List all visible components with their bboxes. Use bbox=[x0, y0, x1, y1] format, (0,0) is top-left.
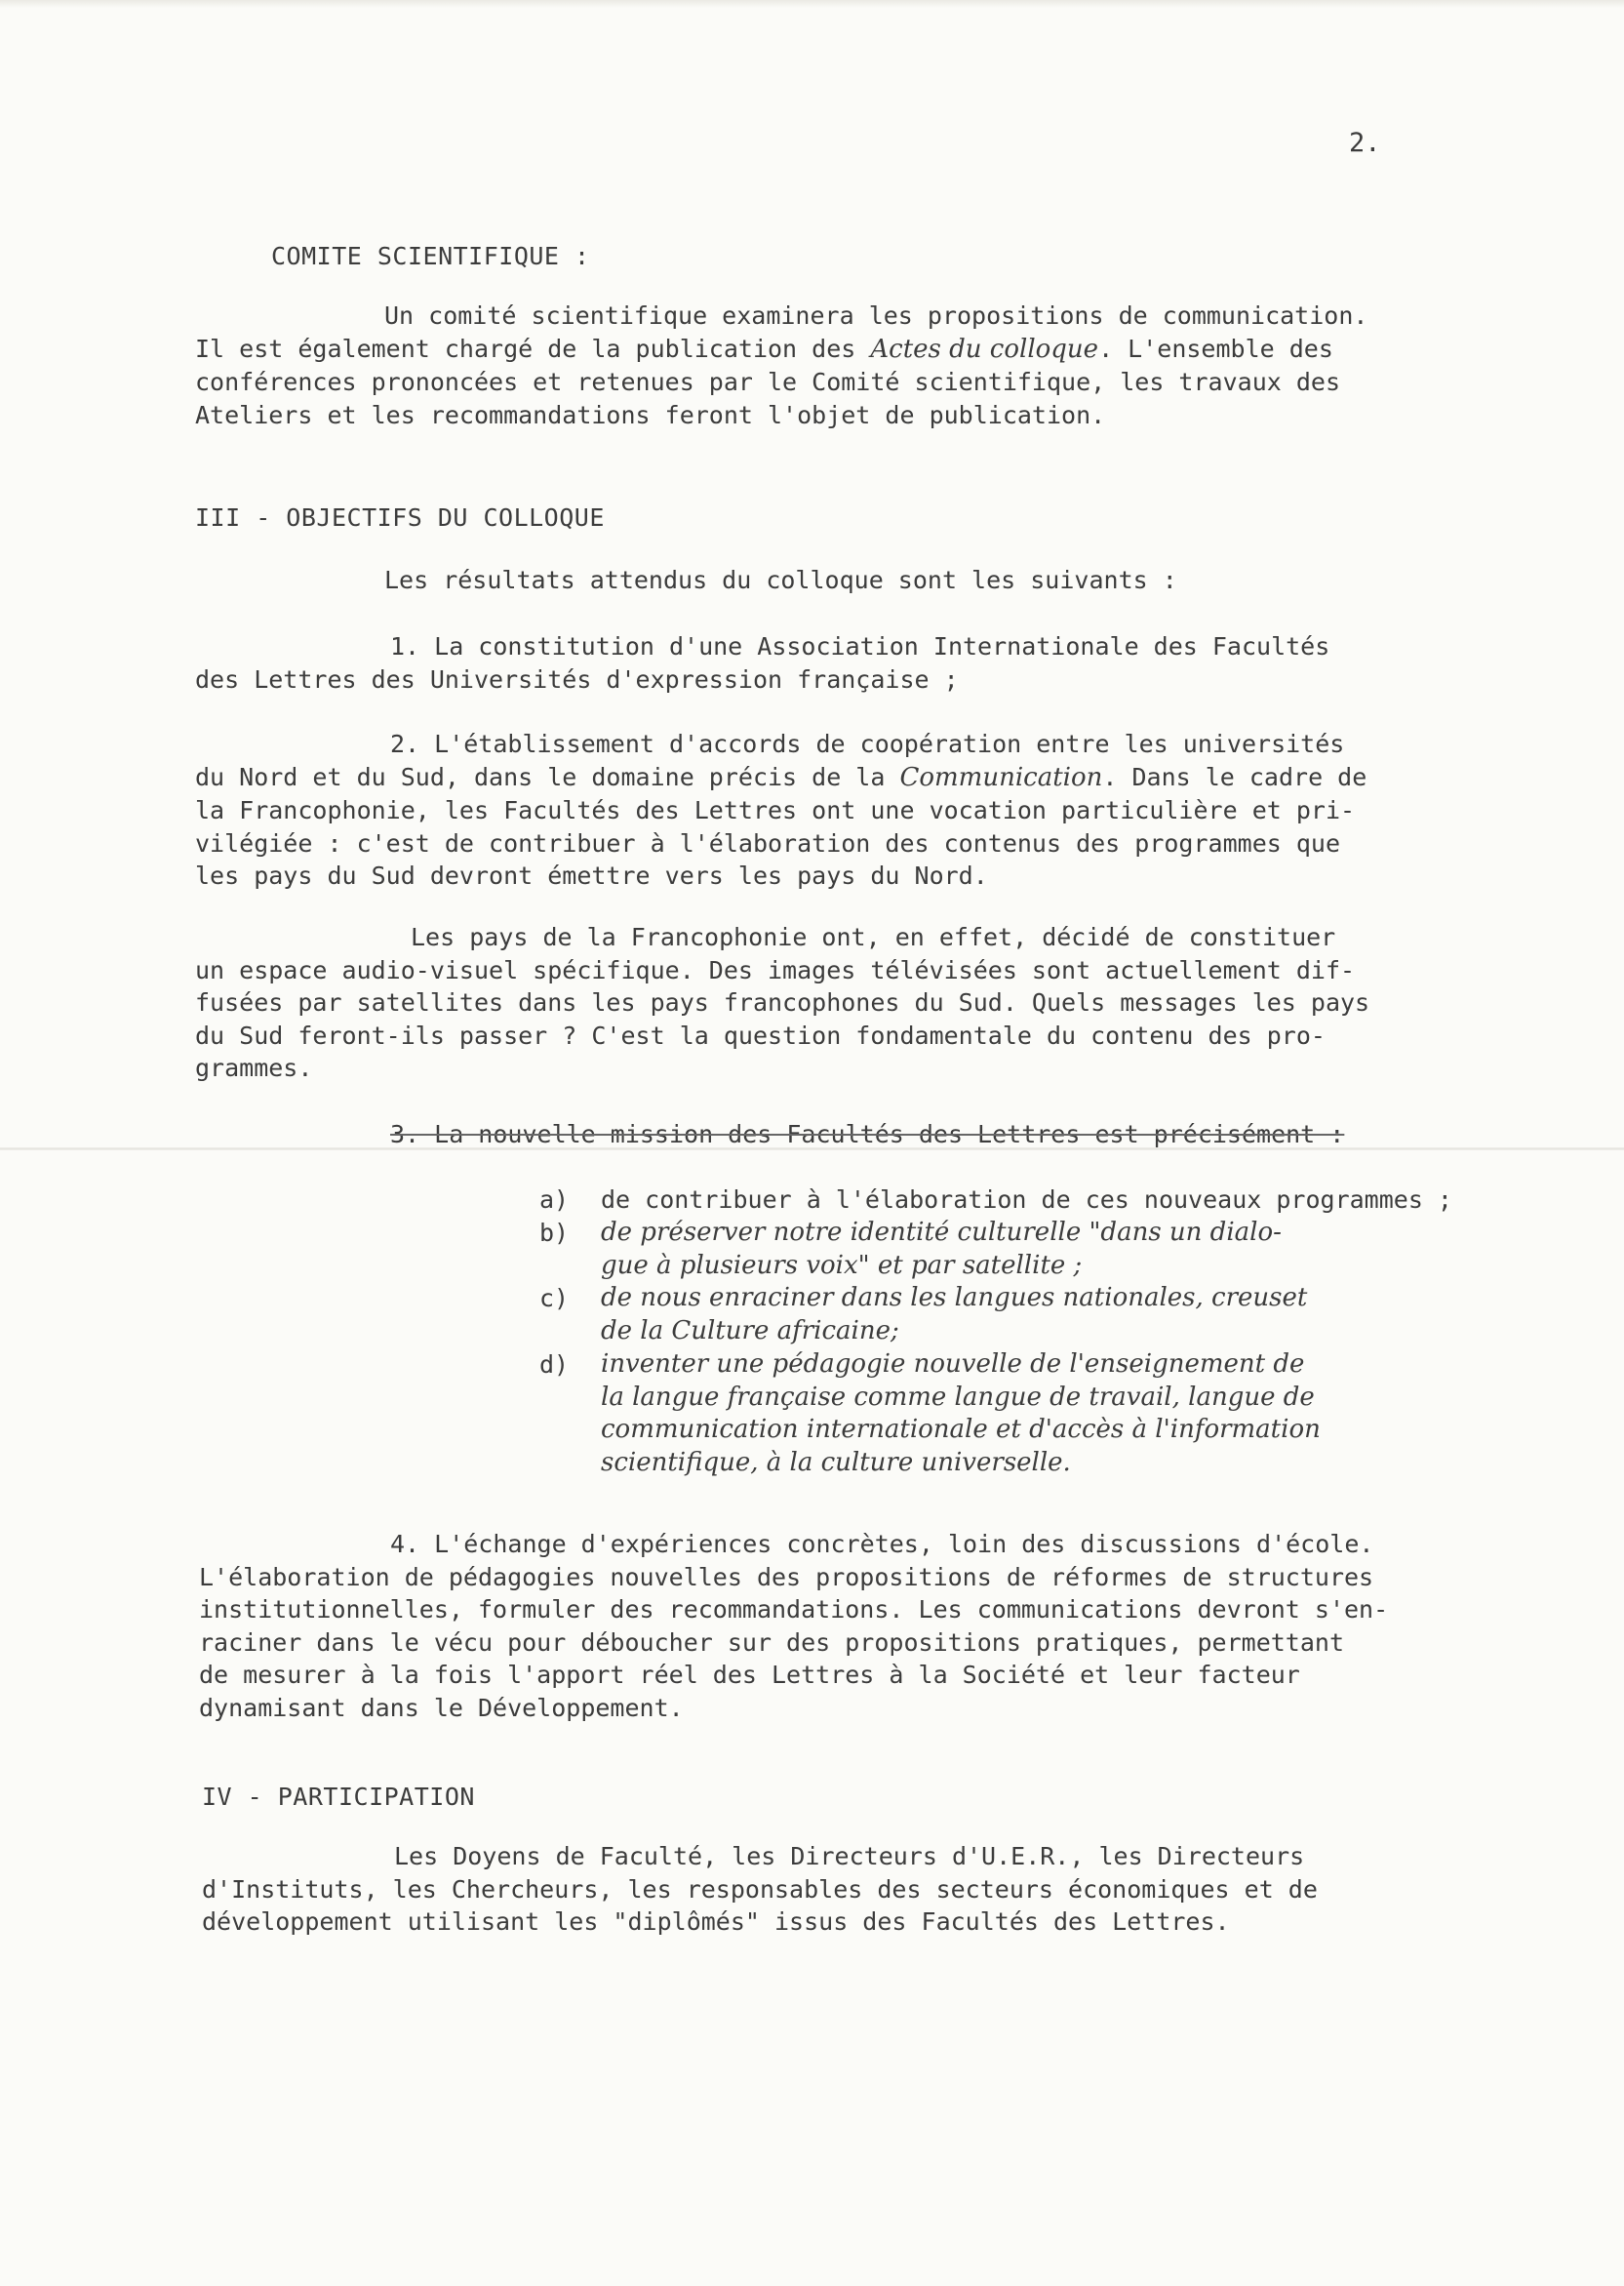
section-heading-objectifs: III - OBJECTIFS DU COLLOQUE bbox=[195, 503, 605, 532]
section-heading-comite: COMITE SCIENTIFIQUE : bbox=[271, 242, 590, 270]
text-line: L'élaboration de pédagogies nouvelles des propositions de réformes de structures bbox=[199, 1562, 1374, 1591]
page-top-edge bbox=[0, 0, 1624, 8]
text-line bbox=[195, 333, 1367, 367]
list-body bbox=[601, 1282, 1307, 1347]
text-line: dynamisant dans le Développement. bbox=[199, 1693, 684, 1722]
text-line: 2. L'établissement d'accords de coopération entre les universités bbox=[390, 730, 1345, 758]
text-line: raciner dans le vécu pour déboucher sur des propositions pratiques, permettant bbox=[199, 1627, 1344, 1657]
text-line: de nous enraciner dans les langues nationales, creuset bbox=[601, 1283, 1308, 1312]
text-line: d'Instituts, les Chercheurs, les responsables des secteurs économiques et de bbox=[202, 1874, 1318, 1904]
objective-item-3 bbox=[390, 1118, 1344, 1151]
text-line: 1. La constitution d'une Association Internationale des Facultés bbox=[390, 632, 1330, 661]
text-line: 4. L'échange d'expériences concrètes, loin des discussions d'école. bbox=[390, 1530, 1374, 1558]
text-line: Les pays de la Francophonie ont, en effet, décidé de constituer bbox=[411, 923, 1336, 951]
text-line: institutionnelles, formuler des recommandations. Les communications devront s'en- bbox=[199, 1595, 1389, 1624]
text-line: fusées par satellites dans les pays francophones du Sud. Quels messages les pays bbox=[195, 988, 1370, 1017]
list-label: b) bbox=[539, 1219, 570, 1247]
text-line: grammes. bbox=[195, 1054, 313, 1082]
objective-item-1 bbox=[195, 630, 1329, 696]
text-line: de contribuer à l'élaboration de ces nouveaux programmes ; bbox=[601, 1185, 1452, 1214]
objective-item-4 bbox=[199, 1528, 1388, 1724]
text-line: scientifique, à la culture universelle. bbox=[601, 1447, 1071, 1477]
list-body bbox=[601, 1183, 1452, 1217]
francophonie-paragraph bbox=[195, 921, 1369, 1085]
list-label: d) bbox=[539, 1350, 570, 1379]
italic-term: Communication bbox=[899, 762, 1103, 792]
text-line: de la Culture africaine; bbox=[601, 1315, 899, 1345]
page-number: 2. bbox=[1349, 128, 1381, 158]
text-line: du Sud feront-ils passer ? C'est la question fondamentale du contenu des pro- bbox=[195, 1021, 1326, 1050]
text-fragment: du Nord et du Sud, dans le domaine précis de la bbox=[195, 762, 900, 791]
list-body bbox=[601, 1348, 1321, 1479]
text-line bbox=[195, 761, 1367, 795]
text-fragment: . L'ensemble des bbox=[1098, 334, 1333, 363]
comite-paragraph bbox=[195, 300, 1367, 431]
text-line: Les Doyens de Faculté, les Directeurs d'U.E.R., les Directeurs bbox=[394, 1842, 1305, 1870]
text-line: 3. La nouvelle mission des Facultés des Lettres est précisément : bbox=[390, 1120, 1345, 1148]
text-line: gue à plusieurs voix" et par satellite ; bbox=[601, 1250, 1083, 1280]
text-line: des Lettres des Universités d'expression française ; bbox=[195, 664, 959, 694]
text-line: Un comité scientifique examinera les propositions de communication. bbox=[384, 301, 1368, 330]
text-line: de préserver notre identité culturelle "dans un dialo- bbox=[601, 1218, 1282, 1247]
text-line: développement utilisant les "diplômés" issus des Facultés des Lettres. bbox=[202, 1907, 1230, 1936]
list-body bbox=[601, 1217, 1282, 1282]
list-label: a) bbox=[539, 1185, 570, 1214]
text-line: les pays du Sud devront émettre vers les pays du Nord. bbox=[195, 862, 988, 890]
text-line: inventer une pédagogie nouvelle de l'enseignement de bbox=[601, 1349, 1305, 1379]
text-line: la langue française comme langue de travail, langue de bbox=[601, 1382, 1315, 1412]
text-line: Ateliers et les recommandations feront l'objet de publication. bbox=[195, 400, 1106, 429]
text-line: conférences prononcées et retenues par le Comité scientifique, les travaux des bbox=[195, 368, 1340, 396]
section-heading-participation: IV - PARTICIPATION bbox=[202, 1783, 475, 1811]
italic-title: Actes du colloque bbox=[870, 334, 1099, 364]
objective-item-2 bbox=[195, 728, 1367, 893]
text-line: de mesurer à la fois l'apport réel des Lettres à la Société et leur facteur bbox=[199, 1661, 1300, 1689]
text-line: un espace audio-visuel spécifique. Des images télévisées sont actuellement dif- bbox=[195, 955, 1356, 984]
objectifs-intro: Les résultats attendus du colloque sont les suivants : bbox=[384, 566, 1177, 594]
text-line: la Francophonie, les Facultés des Lettres ont une vocation particulière et pri- bbox=[195, 796, 1356, 824]
participation-paragraph bbox=[202, 1840, 1318, 1939]
text-line: communication internationale et d'accès à l'information bbox=[601, 1415, 1321, 1444]
text-fragment: . Dans le cadre de bbox=[1102, 762, 1367, 791]
text-line: vilégiée : c'est de contribuer à l'élaboration des contenus des programmes que bbox=[195, 828, 1340, 858]
text-fragment: Il est également chargé de la publication des bbox=[195, 334, 871, 363]
list-label: c) bbox=[539, 1284, 570, 1312]
